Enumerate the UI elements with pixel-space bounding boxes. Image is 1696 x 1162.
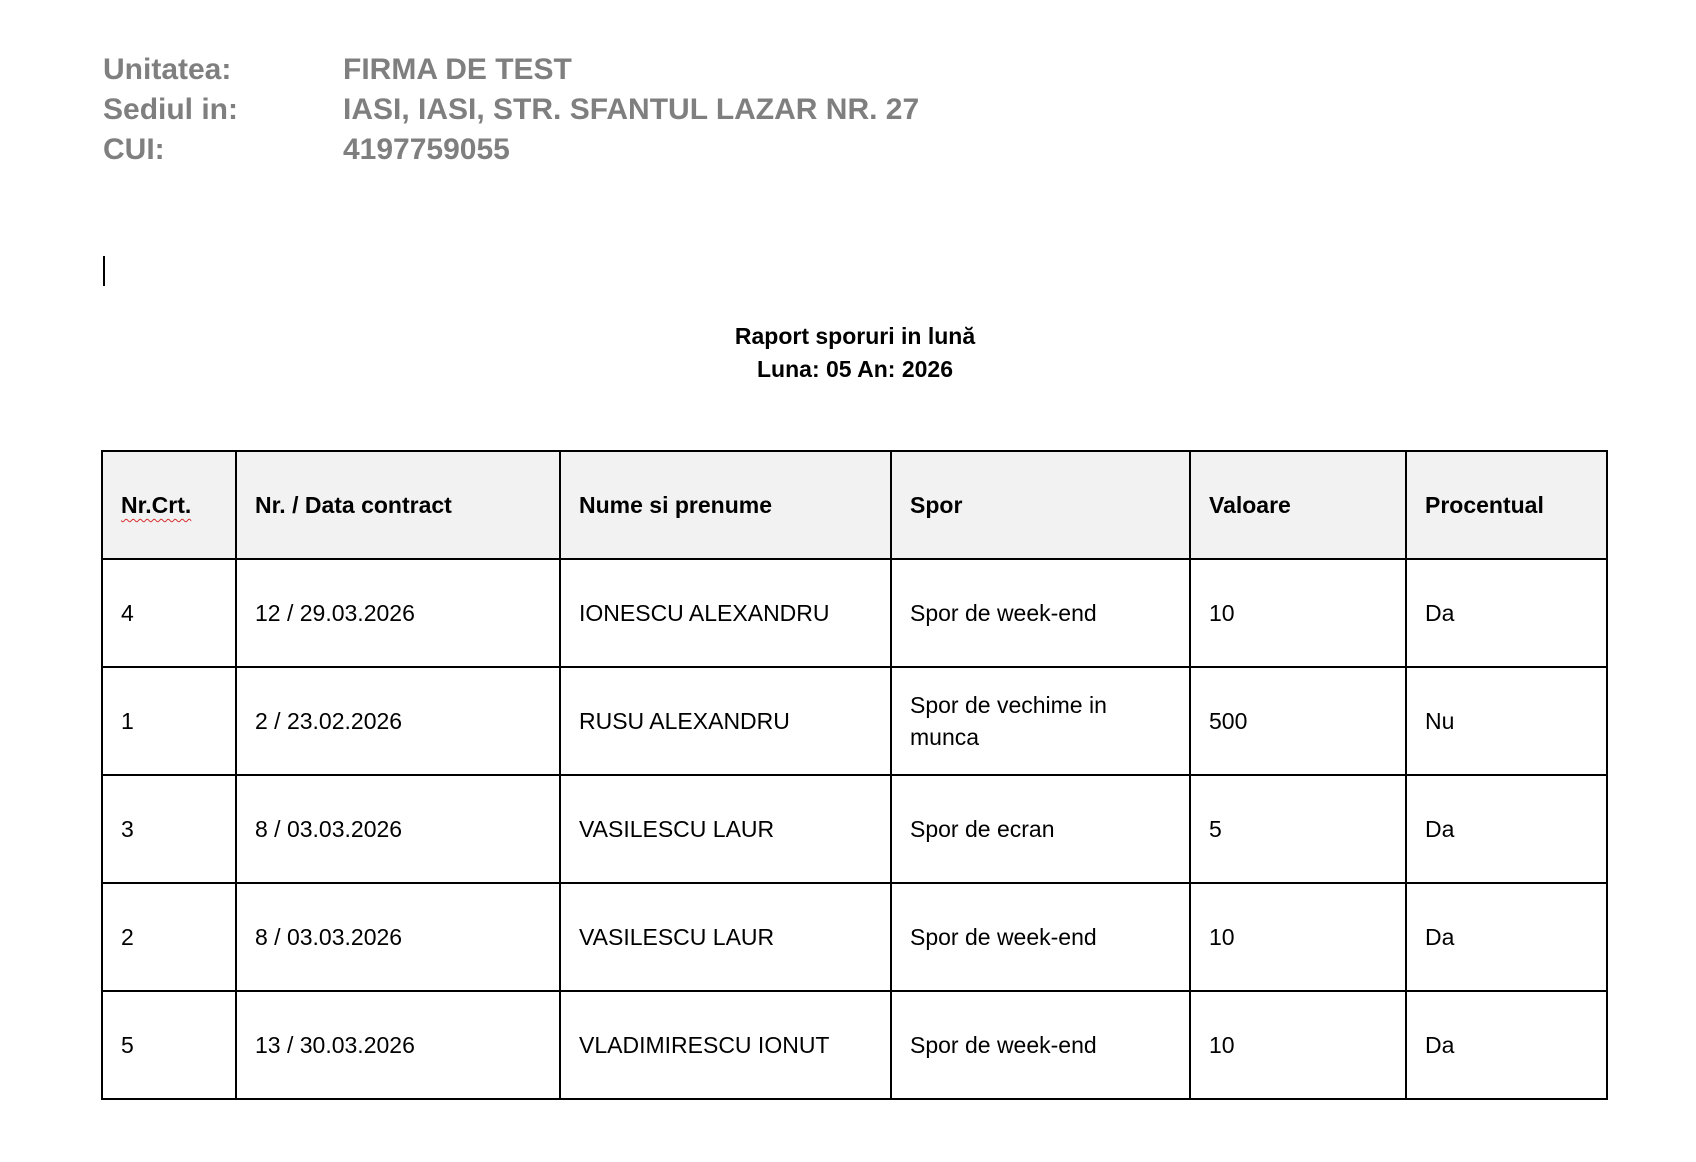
cell-value: 10 [1190, 559, 1406, 667]
header-contract: Nr. / Data contract [236, 451, 560, 559]
cell-nr-crt: 1 [102, 667, 236, 775]
cui-value: 4197759055 [343, 133, 510, 166]
cell-spor: Spor de vechime in munca [891, 667, 1190, 775]
table-header-row [102, 451, 1607, 559]
cell-name: VASILESCU LAUR [560, 775, 891, 883]
cell-spor: Spor de week-end [891, 991, 1190, 1099]
unit-label: Unitatea: [103, 53, 232, 86]
header-nr-crt: Nr.Crt. [102, 451, 236, 559]
cell-contract: 8 / 03.03.2026 [236, 883, 560, 991]
cell-percent: Da [1406, 559, 1607, 667]
cell-nr-crt: 5 [102, 991, 236, 1099]
report-title: Raport sporuri in lună [734, 323, 976, 349]
table-row [102, 991, 1607, 1099]
table-row [102, 883, 1607, 991]
cui-label: CUI: [103, 133, 165, 166]
cell-nr-crt: 3 [102, 775, 236, 883]
cell-percent: Da [1406, 991, 1607, 1099]
cell-percent: Da [1406, 883, 1607, 991]
cell-spor: Spor de ecran [891, 775, 1190, 883]
header-name: Nume si prenume [560, 451, 891, 559]
header-spor: Spor [891, 451, 1190, 559]
header-value: Valoare [1190, 451, 1406, 559]
seat-value: IASI, IASI, STR. SFANTUL LAZAR NR. 27 [343, 93, 920, 126]
unit-value: FIRMA DE TEST [343, 53, 572, 86]
table-row [102, 559, 1607, 667]
cell-percent: Da [1406, 775, 1607, 883]
cell-nr-crt: 2 [102, 883, 236, 991]
company-info [103, 50, 919, 170]
seat-label: Sediul in: [103, 93, 238, 126]
report-heading [0, 320, 1696, 386]
cell-spor: Spor de week-end [891, 559, 1190, 667]
cell-value: 10 [1190, 991, 1406, 1099]
cell-contract: 13 / 30.03.2026 [236, 991, 560, 1099]
table-row [102, 775, 1607, 883]
report-period: Luna: 05 An: 2026 [757, 356, 953, 382]
text-cursor[interactable] [103, 256, 105, 286]
cell-value: 500 [1190, 667, 1406, 775]
cell-name: RUSU ALEXANDRU [560, 667, 891, 775]
table-row [102, 667, 1607, 775]
cell-value: 10 [1190, 883, 1406, 991]
report-table [101, 450, 1608, 1100]
header-percent: Procentual [1406, 451, 1607, 559]
cell-name: VLADIMIRESCU IONUT [560, 991, 891, 1099]
cell-contract: 2 / 23.02.2026 [236, 667, 560, 775]
cell-contract: 12 / 29.03.2026 [236, 559, 560, 667]
company-seat-row [103, 90, 919, 130]
company-unit-row [103, 50, 919, 90]
cell-value: 5 [1190, 775, 1406, 883]
cell-nr-crt: 4 [102, 559, 236, 667]
cell-spor: Spor de week-end [891, 883, 1190, 991]
cell-name: VASILESCU LAUR [560, 883, 891, 991]
cell-percent: Nu [1406, 667, 1607, 775]
cell-contract: 8 / 03.03.2026 [236, 775, 560, 883]
company-cui-row [103, 130, 919, 170]
cell-name: IONESCU ALEXANDRU [560, 559, 891, 667]
